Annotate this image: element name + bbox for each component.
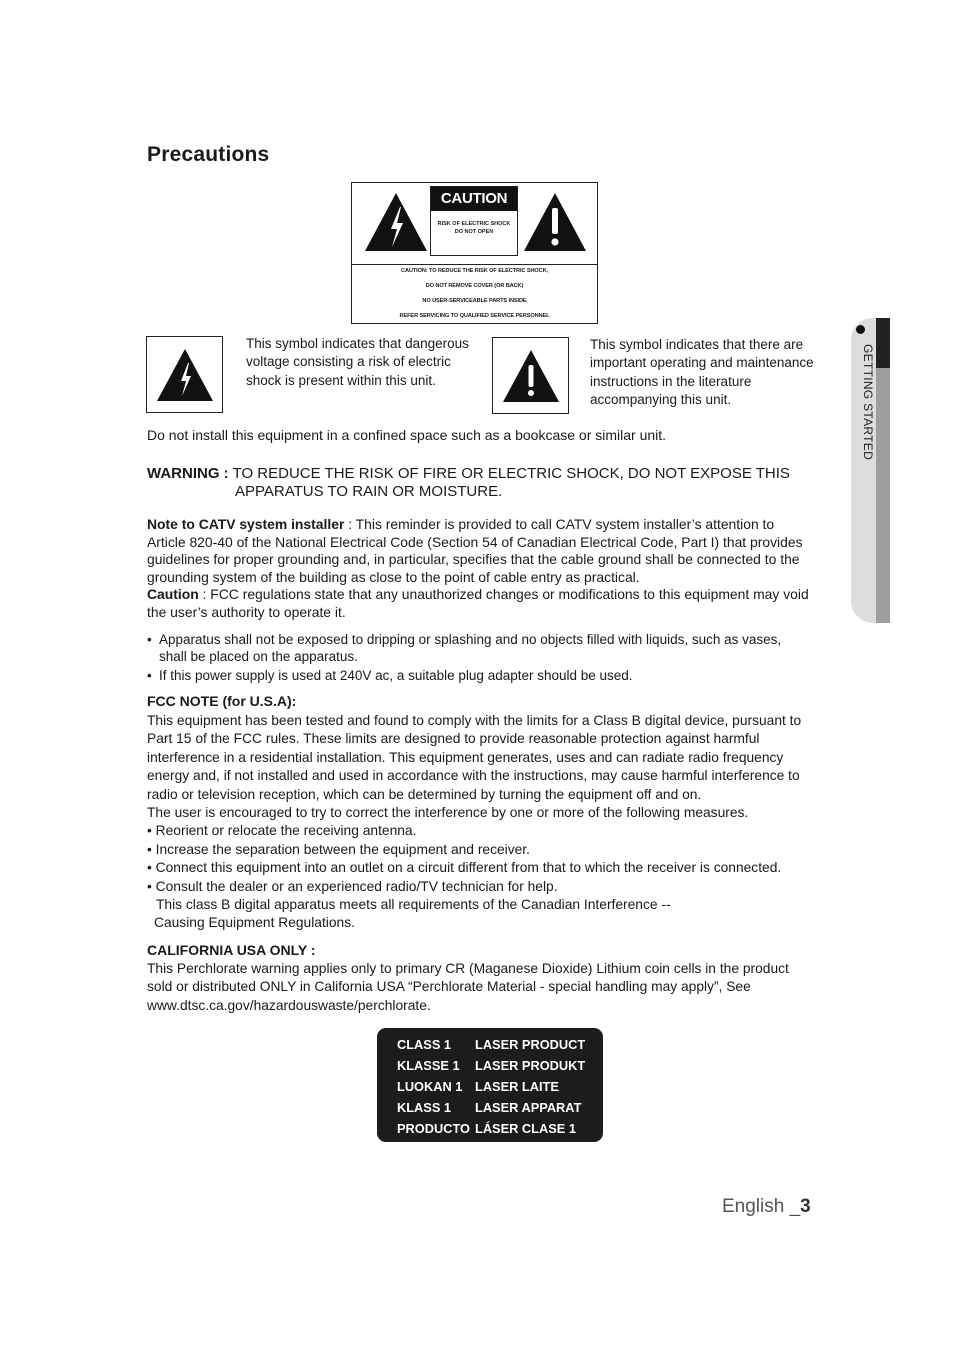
- california-heading: CALIFORNIA USA ONLY :: [147, 942, 316, 958]
- bullet-text: Apparatus shall not be exposed to dripping or splashing and no objects filled with liquids, such as vases, shall be placed on the apparatus.: [159, 632, 782, 664]
- bullet-text: If this power supply is used at 240V ac, a suitable plug adapter should be used.: [159, 668, 633, 683]
- voltage-symbol-text: This symbol indicates that dangerous voltage consisting a risk of electric shock is present within this unit.: [246, 336, 469, 388]
- side-tab-label: GETTING STARTED: [861, 344, 875, 461]
- caution-sub-text: [431, 220, 517, 236]
- warning-line-2: APPARATUS TO RAIN OR MOISTURE.: [235, 483, 503, 500]
- laser-product: LASER APPARAT: [475, 1100, 582, 1115]
- laser-product: LASER PRODUCT: [475, 1037, 586, 1052]
- california-body: This Perchlorate warning applies only to primary CR (Maganese Dioxide) Lithium coin cells in the product sold or distributed ONLY in California USA “Perchlorate Material - special handling may apply”, See www.dtsc.ca.gov/hazardouswaste/perchlorate.: [147, 961, 789, 1013]
- caution-center-panel: [430, 186, 518, 256]
- fcc-measure: • Connect this equipment into an outlet on a circuit different from that to which the receiver is connected.: [147, 860, 782, 876]
- fcc-measure: • Increase the separation between the equipment and receiver.: [147, 841, 530, 857]
- laser-row: [397, 1118, 576, 1139]
- exclamation-triangle-icon: [502, 349, 560, 403]
- laser-row: [397, 1055, 585, 1076]
- side-tab-marker: [876, 318, 890, 368]
- bullet-mark: •: [147, 668, 152, 683]
- lightning-triangle-icon: [156, 348, 214, 402]
- caution-line: REFER SERVICING TO QUALIFIED SERVICE PERSONNEL: [399, 313, 550, 319]
- voltage-symbol-box: [146, 336, 223, 413]
- catv-note: [147, 516, 815, 621]
- caution-header: CAUTION: [431, 187, 517, 211]
- page-number: 3: [800, 1196, 811, 1217]
- laser-class: PRODUCTO: [397, 1121, 470, 1136]
- fcc-encourage: The user is encouraged to try to correct the interference by one or more of the following measures.: [147, 805, 749, 821]
- confined-space-notice: Do not install this equipment in a confined space such as a bookcase or similar unit.: [147, 427, 667, 443]
- caution-line: NO USER-SERVICEABLE PARTS INSIDE: [422, 298, 527, 304]
- laser-product: LÁSER CLASE 1: [475, 1121, 576, 1136]
- caution-sub-line: RISK OF ELECTRIC SHOCK: [437, 221, 511, 227]
- caution-sub-line: DO NOT OPEN: [454, 229, 494, 235]
- canada-statement: Causing Equipment Regulations.: [154, 915, 355, 931]
- page-title: Precautions: [147, 143, 270, 166]
- catv-label: Note to CATV system installer: [147, 516, 345, 532]
- page-footer: [722, 1196, 811, 1218]
- fcc-paragraph: This equipment has been tested and found to comply with the limits for a Class B digital device, pursuant to Part 15 of the FCC rules. These limits are designed to provide reasonable protection against harmful interference in a residential installation. This equipment generates, uses and can radiate radio frequency energy and, if not installed and used in accordance with the instructions, may cause harmful interference to radio or television reception, which can be determined by turning the equipment off and on.: [147, 713, 802, 802]
- laser-class: KLASSE 1: [397, 1058, 460, 1073]
- fcc-caution-text: : FCC regulations state that any unauthorized changes or modifications to this equipment may void the user’s authority to operate it.: [147, 586, 809, 620]
- laser-product: LASER PRODUKT: [475, 1058, 586, 1073]
- electric-shock-warning-icon: [363, 191, 429, 253]
- list-item: [147, 632, 807, 666]
- warning-block: [147, 465, 817, 483]
- laser-class-label: [377, 1028, 603, 1142]
- list-item: [147, 668, 807, 686]
- side-tab-bullet: [856, 325, 865, 334]
- laser-row: [397, 1034, 585, 1055]
- footer-language: English _: [722, 1196, 801, 1217]
- fcc-measure: • Consult the dealer or an experienced radio/TV technician for help.: [147, 878, 558, 894]
- fcc-heading: FCC NOTE (for U.S.A):: [147, 693, 297, 709]
- canada-statement: This class B digital apparatus meets all requirements of the Canadian Interference --: [156, 897, 671, 913]
- caution-line: CAUTION: TO REDUCE THE RISK OF ELECTRIC SHOCK,: [401, 268, 548, 274]
- laser-row: [397, 1097, 581, 1118]
- catv-text: : This reminder is provided to call CATV system installer’s attention to Article 820-40 of the National Electrical Code (Section 54 of Canadian Electrical Code, Part I) that provides guidelines for proper grounding and, in particular, specifies that the cable ground shall be connected to the grounding system of the building as close to the point of cable entry as practical.: [147, 516, 803, 585]
- fcc-body: [147, 712, 817, 933]
- warning-label: WARNING :: [147, 465, 229, 482]
- laser-class: KLASS 1: [397, 1100, 452, 1115]
- laser-row: [397, 1076, 559, 1097]
- caution-lines: [352, 264, 597, 324]
- bullet-mark: •: [147, 632, 152, 647]
- warning-line: TO REDUCE THE RISK OF FIRE OR ELECTRIC SHOCK, DO NOT EXPOSE THIS: [232, 465, 790, 482]
- laser-class: LUOKAN 1: [397, 1079, 463, 1094]
- fcc-caution-label: Caution: [147, 586, 199, 602]
- caution-line: DO NOT REMOVE COVER (OR BACK): [425, 283, 524, 289]
- exclamation-symbol-box: [492, 337, 569, 414]
- caution-label-top: [352, 183, 597, 265]
- exclamation-warning-icon: [522, 191, 588, 253]
- exclamation-symbol-text: This symbol indicates that there are important operating and maintenance instructions in the literature accompanying this unit.: [590, 337, 814, 407]
- laser-product: LASER LAITE: [475, 1079, 559, 1094]
- laser-class: CLASS 1: [397, 1037, 452, 1052]
- caution-label: [351, 182, 598, 324]
- fcc-measure: • Reorient or relocate the receiving antenna.: [147, 823, 417, 839]
